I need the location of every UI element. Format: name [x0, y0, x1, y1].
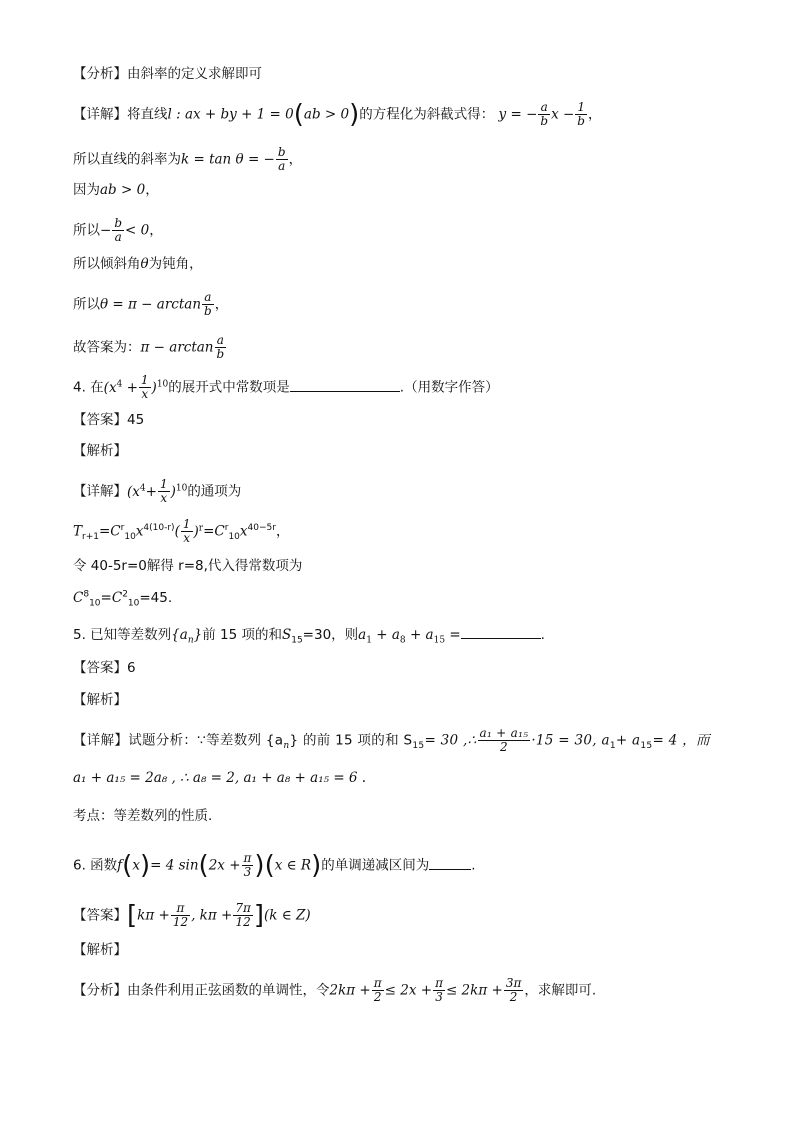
answer-value: 6: [127, 660, 136, 676]
result-value: =45.: [139, 590, 173, 606]
superscript: 8: [83, 589, 90, 600]
variable: x: [132, 857, 140, 874]
paren-open: (: [198, 850, 209, 881]
tag-solution: 【解析】: [73, 692, 127, 708]
numerator: 1: [140, 373, 149, 387]
q4-detail: [73, 478, 734, 505]
brace: }: [193, 627, 203, 643]
comma: ，: [275, 523, 290, 540]
tag-solution: 【解析】: [73, 443, 127, 459]
denominator: a: [278, 159, 286, 173]
answer-value: 45: [127, 412, 145, 428]
variable: x: [239, 523, 248, 540]
question-4: [73, 374, 734, 401]
combination: =C: [203, 523, 225, 540]
fraction-1-over-x: [139, 374, 151, 401]
text: ，求解即可.: [524, 982, 597, 999]
subscript: 1: [609, 741, 616, 752]
bound-right: ≤ 2kπ +: [445, 982, 503, 999]
numerator: 1: [159, 477, 168, 491]
subscript: 10: [124, 532, 136, 543]
denominator: 12: [172, 915, 189, 929]
text: 所以: [73, 296, 100, 313]
text: 所以直线的斜率为: [73, 151, 181, 168]
denominator: b: [204, 304, 212, 318]
tag-detail: 【详解】: [73, 483, 127, 500]
text: 前 15 项的和: [202, 627, 282, 643]
minus-term: x −: [551, 106, 575, 123]
numerator: π: [171, 902, 190, 916]
text: = 4 ，而: [652, 732, 710, 749]
text: 考点：等差数列的性质.: [73, 808, 213, 824]
answer-blank[interactable]: [461, 624, 541, 639]
denominator: 2: [373, 990, 382, 1004]
numerator: π: [243, 851, 252, 865]
interval-end: , kπ +: [191, 907, 233, 924]
comma: ，: [145, 182, 159, 198]
text: 将直线: [127, 106, 168, 123]
superscript: 4(10-r): [143, 523, 175, 533]
equation: = 4 sin: [150, 857, 199, 874]
binomial-expression: ($x^4+$: [127, 483, 157, 500]
paren-close: ): [139, 850, 151, 881]
text: 的通项为: [187, 483, 242, 500]
q6-analysis: [73, 977, 734, 1004]
condition: ab > 0: [303, 106, 350, 123]
numerator: π: [373, 976, 382, 990]
text: 故答案为：: [73, 339, 141, 356]
numerator: 1: [182, 517, 191, 531]
superscript: 40−5r: [247, 523, 276, 533]
subscript: 10: [228, 532, 240, 543]
argument: 2x +: [208, 857, 241, 874]
sequence: {a: [171, 627, 188, 643]
fraction-a-over-b: [202, 291, 214, 318]
paren: (: [174, 523, 180, 540]
text: 所以倾斜角: [73, 256, 141, 272]
fraction-1-over-x: [181, 518, 193, 545]
numerator: π: [435, 976, 443, 990]
domain: x ∈ R: [274, 857, 312, 874]
numerator: 7π: [235, 901, 251, 915]
binomial-expression: ($x^4$ +: [103, 379, 138, 396]
fraction-a-over-b: [538, 101, 550, 128]
bracket-close: ]: [253, 900, 265, 931]
condition: ab > 0: [100, 182, 146, 198]
tag-analysis: 【分析】: [73, 66, 127, 82]
sum-symbol: S: [281, 627, 292, 643]
theta: θ: [140, 256, 149, 272]
domain: (k ∈ Z): [264, 907, 311, 924]
q6-jiexi: [73, 940, 734, 960]
subscript: n: [187, 635, 194, 646]
text: .: [540, 627, 545, 643]
slope-expression: k = tan θ = −: [181, 151, 275, 168]
subscript: 10: [127, 598, 140, 609]
q4-general-term: [73, 518, 734, 545]
text: 的方程化为斜截式得：: [359, 106, 495, 123]
text: 为钝角，: [148, 256, 203, 272]
question-number: 6. 函数: [73, 857, 118, 874]
denominator: x: [160, 491, 168, 505]
detail-line-2: [73, 146, 734, 173]
bracket-open: [: [127, 900, 138, 931]
tag-detail: 【详解】: [73, 106, 127, 123]
minus-sign: −: [100, 222, 112, 239]
text: + a: [615, 732, 641, 749]
analysis-line: [73, 64, 734, 84]
superscript: 2: [122, 589, 128, 600]
superscript: r: [120, 523, 125, 533]
comma: ，: [587, 106, 602, 123]
answer-expression: π − arctan: [140, 339, 214, 356]
power: )$^{10}$: [170, 483, 188, 500]
note: .（用数字作答）: [399, 379, 499, 396]
numerator: a: [538, 101, 550, 115]
text: 的展开式中常数项是: [168, 379, 290, 396]
comma: ，: [214, 296, 229, 313]
tag-answer: 【答案】: [73, 412, 127, 428]
fraction-1-over-b: [575, 101, 587, 128]
subscript: 10: [89, 598, 101, 609]
superscript: r: [224, 523, 229, 533]
denominator: a: [114, 230, 122, 244]
text: 令 40-5r=0解得 r=8,代入得常数项为: [73, 558, 303, 574]
question-number: 5. 已知等差数列: [73, 627, 172, 643]
fraction-3pi-over-2: [504, 977, 524, 1004]
tag-solution: 【解析】: [73, 942, 127, 958]
sum-expression: $a_1 + a_8 + a_{15}$ =: [358, 627, 461, 646]
q4-answer: [73, 410, 734, 430]
question-6: [73, 852, 734, 879]
q5-detail-2: [73, 768, 734, 788]
subscript: n: [283, 741, 290, 752]
q5-detail: [73, 727, 734, 754]
analysis-text: 由斜率的定义求解即可: [127, 66, 262, 82]
paren-close: ): [254, 850, 265, 881]
slope-intercept-lhs: y = −: [498, 106, 538, 123]
comma: ，: [149, 222, 163, 239]
text: 由条件利用正弦函数的单调性，令: [127, 982, 330, 999]
text: ·15 = 30, a: [531, 732, 610, 749]
term-symbol: T: [73, 523, 83, 540]
fraction-7pi-over-12: [233, 902, 253, 929]
detail-line-1: [73, 101, 734, 128]
subscript: 15: [640, 741, 653, 752]
denominator: x: [183, 531, 191, 545]
equation: a₁ + a₁₅ = 2a₈ , ∴ a₈ = 2, a₁ + a₈ + a₁₅ = 6 .: [73, 770, 367, 786]
q4-jiexi: [73, 441, 734, 461]
q6-answer: [73, 902, 734, 929]
fraction-pi-over-2: [372, 977, 384, 1004]
paren-close: ): [349, 99, 360, 130]
tag-detail: 【详解】: [73, 732, 129, 749]
tag-answer: 【答案】: [73, 907, 127, 924]
denominator: b: [216, 347, 225, 361]
answer-line: [73, 334, 734, 361]
numerator: a: [215, 334, 227, 348]
paren-open: (: [122, 850, 133, 881]
numerator: 1: [575, 101, 587, 115]
paren-open: (: [293, 99, 304, 130]
text: 因为: [73, 182, 100, 198]
text: .: [471, 857, 476, 874]
denominator: b: [577, 114, 585, 128]
tag-analysis: 【分析】: [73, 982, 127, 999]
denominator: 2: [499, 740, 508, 754]
fraction-b-over-a: [276, 146, 288, 173]
question-number: 4. 在: [73, 379, 104, 396]
detail-line-6: [73, 291, 734, 318]
subscript: 15: [412, 741, 425, 752]
question-5: [73, 624, 734, 645]
power: )$^{10}$: [151, 379, 169, 396]
bound-left: 2kπ +: [329, 982, 371, 999]
fraction-b-over-a: [112, 217, 124, 244]
q5-answer: [73, 658, 734, 678]
text: } 的前 15 项的和 S: [289, 732, 413, 749]
numerator: a: [202, 291, 214, 305]
interval-start: kπ +: [137, 907, 170, 924]
numerator: b: [277, 145, 286, 159]
denominator: 12: [235, 915, 251, 929]
numerator: 3π: [505, 976, 522, 990]
fraction-pi-over-12: [171, 902, 190, 929]
function-name: f: [117, 857, 123, 874]
variable: x: [135, 523, 144, 540]
numerator: a₁ + a₁₅: [479, 726, 529, 740]
denominator: 3: [243, 865, 252, 879]
detail-line-3: [73, 180, 734, 200]
text: =30，则: [302, 627, 359, 643]
denominator: 2: [509, 990, 518, 1004]
combination: C: [73, 590, 84, 606]
denominator: 3: [435, 990, 443, 1004]
subscript: 15: [291, 635, 303, 646]
numerator: b: [114, 216, 122, 230]
q5-jiexi: [73, 690, 734, 710]
fraction-a-over-b: [215, 334, 227, 361]
q4-result: [73, 588, 734, 608]
combination: =C: [100, 590, 123, 606]
theta-expression: θ = π − arctan: [100, 296, 202, 313]
middle: ≤ 2x +: [384, 982, 433, 999]
paren: )$^r$: [193, 523, 204, 540]
text: 的单调递减区间为: [321, 857, 430, 874]
detail-line-5: [73, 254, 734, 274]
fraction-pi-over-3: [242, 852, 254, 879]
denominator: b: [540, 114, 549, 128]
answer-blank[interactable]: [290, 377, 400, 392]
line-equation: l : ax + by + 1 = 0: [167, 106, 294, 123]
tag-answer: 【答案】: [73, 660, 127, 676]
q5-kaodian: [73, 806, 734, 826]
fraction-1-over-x: [158, 478, 170, 505]
comma: ，: [288, 151, 303, 168]
text: 所以: [73, 222, 100, 239]
text: 试题分析：∵等差数列 {a: [128, 732, 284, 749]
denominator: x: [141, 387, 149, 401]
text: = 30 ,∴: [424, 732, 477, 749]
answer-blank[interactable]: [429, 855, 471, 870]
paren-close: ): [311, 850, 322, 881]
paren-open: (: [264, 850, 275, 881]
inequality: < 0: [125, 222, 150, 239]
subscript: r+1: [82, 532, 99, 543]
fraction-pi-over-3: [433, 977, 445, 1004]
q4-solve: [73, 556, 734, 576]
combination: =C: [98, 523, 121, 540]
fraction-sum-over-2: [478, 727, 531, 754]
detail-line-4: [73, 217, 734, 244]
